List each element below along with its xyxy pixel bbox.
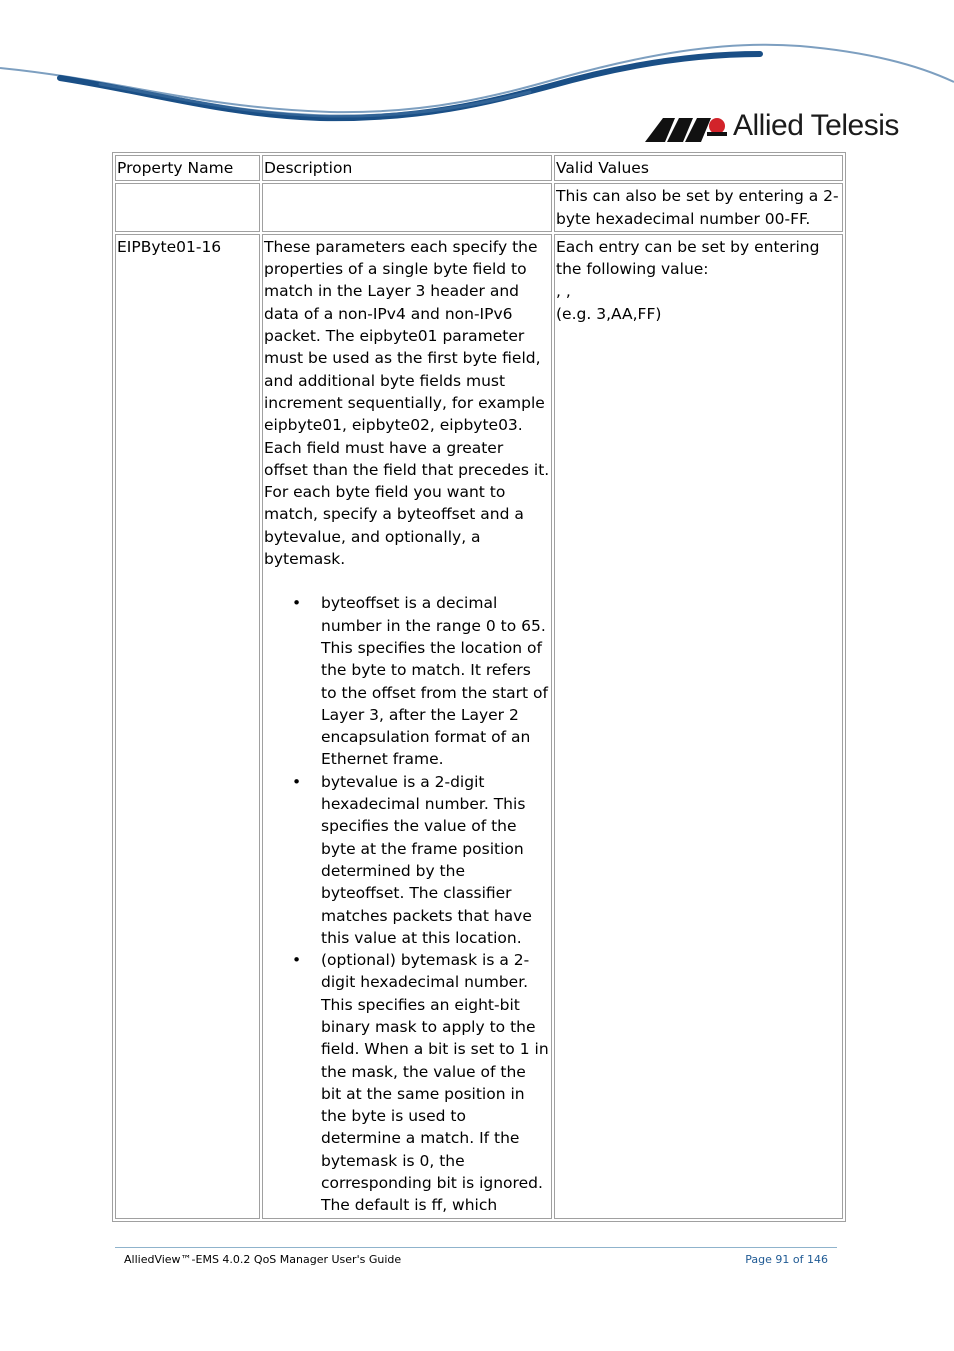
column-header-valid-values: Valid Values bbox=[554, 155, 843, 181]
parameter-bullet-list bbox=[264, 592, 550, 1216]
bullet-byteoffset: • byteoffset is a decimal number in the range 0 to 65. This specifies the location of the byte to match. It refers to the offset from the start of Layer 3, after the Layer 2 encapsulation format of an Ethernet frame. bbox=[321, 592, 550, 770]
cell-description bbox=[262, 234, 552, 1219]
allied-telesis-logo bbox=[645, 108, 905, 148]
cell-valid-values bbox=[554, 234, 843, 1219]
footer-page-number: Page 91 of 146 bbox=[745, 1253, 828, 1266]
valid-values-example: (e.g. 3,AA,FF) bbox=[556, 304, 662, 323]
valid-values-intro: Each entry can be set by entering the following value: bbox=[556, 237, 820, 279]
bullet-bytemask: • (optional) bytemask is a 2-digit hexadecimal number. This specifies an eight-bit binary mask to apply to the field. When a bit is set to 1 in the mask, the value of the bit at the same position in the byte is used to determine a match. If the bytemask is 0, the corresponding bit is ignored. The default is ff, which bbox=[321, 949, 550, 1217]
table-header-row bbox=[115, 155, 843, 181]
bullet-bytevalue: • bytevalue is a 2-digit hexadecimal number. This specifies the value of the byte at the frame position determined by the byteoffset. The classifier matches packets that have this value at this location. bbox=[321, 771, 550, 949]
logo-mark-icon bbox=[645, 112, 729, 146]
column-header-description: Description bbox=[262, 155, 552, 181]
table-row bbox=[115, 234, 843, 1219]
table-row bbox=[115, 183, 843, 232]
valid-values-text: This can also be set by entering a 2-byte hexadecimal number 00-FF. bbox=[556, 187, 839, 228]
cell-property-name: EIPByte01-16 bbox=[115, 234, 260, 1219]
cell-description bbox=[262, 183, 552, 232]
logo-wordmark: Allied Telesis bbox=[733, 109, 899, 142]
description-text: These parameters each specify the properties of a single byte field to match in the Layer 3 header and data of a non-IPv4 and non-IPv6 packet. The eipbyte01 parameter must be used as the first byte field, and additional byte fields must increment sequentially, for example eipbyte01, eipbyte02, eipbyte03. Each field must have a greater offset than the field that precedes it. For each byte field you want to match, specify a byteoffset and a bytevalue, and optionally, a bytemask. bbox=[264, 237, 550, 569]
footer-document-title: AlliedView™-EMS 4.0.2 QoS Manager User's Guide bbox=[124, 1253, 402, 1266]
footer-divider bbox=[115, 1247, 837, 1248]
column-header-property-name: Property Name bbox=[115, 155, 260, 181]
cell-property-name bbox=[115, 183, 260, 232]
cell-valid-values bbox=[554, 183, 843, 232]
property-table bbox=[112, 152, 846, 1222]
valid-values-format: , , bbox=[556, 282, 571, 301]
